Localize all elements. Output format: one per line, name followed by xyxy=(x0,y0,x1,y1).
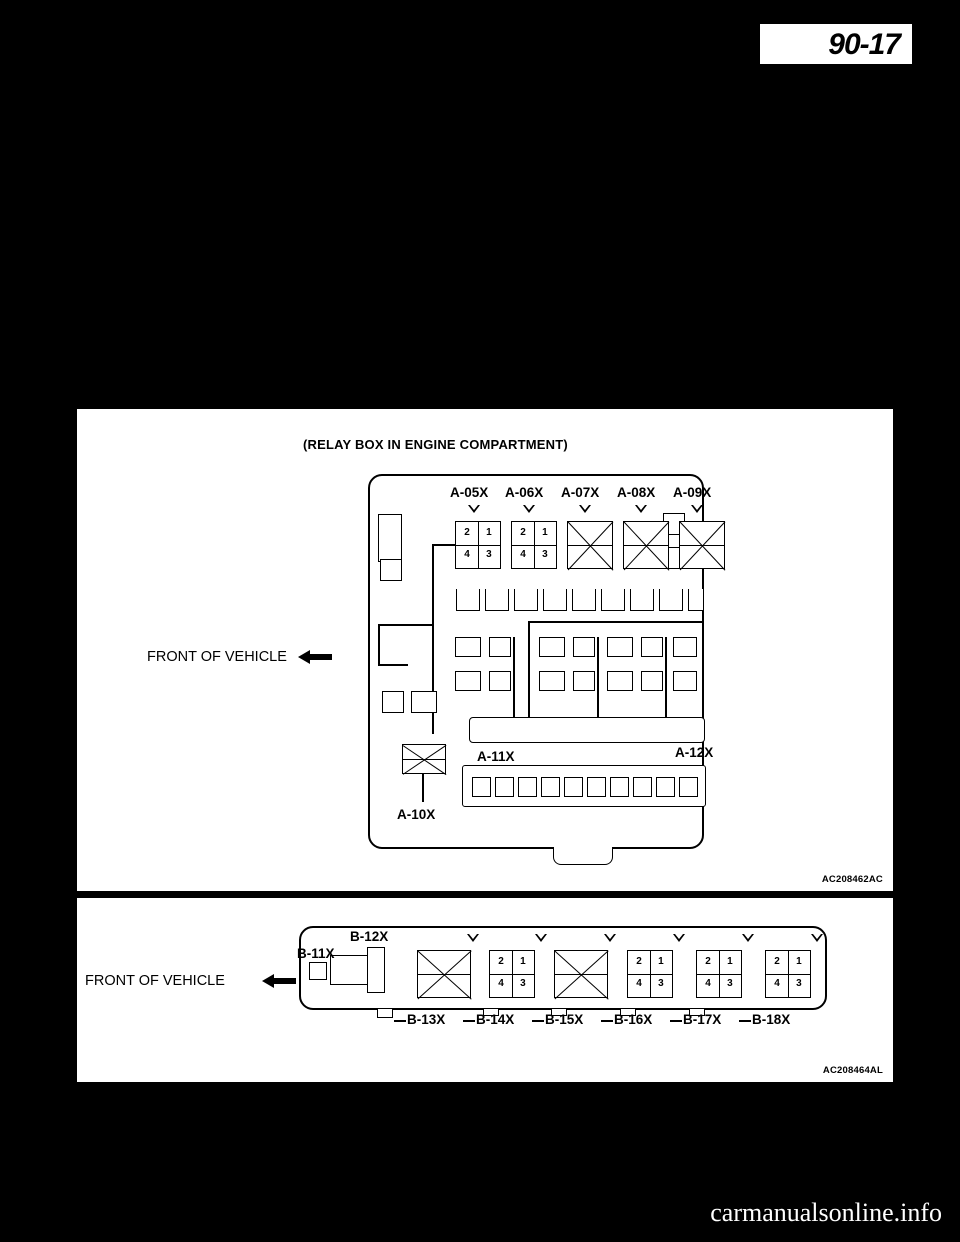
pin-1: 1 xyxy=(649,951,672,975)
left-bracket-slot xyxy=(378,514,402,562)
relay-contact xyxy=(607,637,633,657)
marker-triangle-b16x xyxy=(673,934,685,942)
connector-a11x-body xyxy=(469,717,705,743)
a10x-leader-line xyxy=(422,774,424,802)
pin-1: 1 xyxy=(787,951,810,975)
pin-4: 4 xyxy=(628,973,651,997)
a12x-pin xyxy=(679,777,698,797)
connector-a06x xyxy=(511,521,557,569)
marker-triangle-a08x xyxy=(635,505,647,513)
marker-triangle-b18x xyxy=(811,934,823,942)
connector-label-b13x: B-13X xyxy=(407,1012,446,1027)
relay-contact xyxy=(607,671,633,691)
pin-1: 1 xyxy=(477,522,500,546)
leader-dash xyxy=(670,1020,682,1022)
relay-contact xyxy=(673,671,697,691)
page-number: 90-17 xyxy=(828,28,900,61)
fuse-slot xyxy=(630,589,654,611)
connector-b15x xyxy=(554,950,608,998)
left-lower-slot-2 xyxy=(411,691,437,713)
connector-a07x xyxy=(567,521,613,569)
relay-box-bottom-tab xyxy=(553,847,613,865)
connector-b17x xyxy=(696,950,742,998)
connector-label-a05x: A-05X xyxy=(450,485,489,500)
leader-dash xyxy=(532,1020,544,1022)
marker-triangle-a07x xyxy=(579,505,591,513)
relay-contact xyxy=(489,637,511,657)
connector-b11x-body xyxy=(309,962,327,980)
a12x-pin xyxy=(472,777,491,797)
pin-2: 2 xyxy=(766,951,789,975)
connector-label-a12x: A-12X xyxy=(675,745,714,760)
connector-b12x-tab xyxy=(367,947,385,993)
relay-block-top-edge xyxy=(528,621,704,623)
pin-3: 3 xyxy=(486,549,492,561)
pin-2: 2 xyxy=(628,951,651,975)
a12x-pin xyxy=(656,777,675,797)
left-bracket-small-slot xyxy=(380,559,402,581)
pin-3: 3 xyxy=(542,549,548,561)
pin-2: 2 xyxy=(490,951,513,975)
internal-divider xyxy=(378,624,380,666)
fuse-slot xyxy=(456,589,480,611)
pin-2: 2 xyxy=(456,522,479,546)
relay-contact xyxy=(455,671,481,691)
relay-contact xyxy=(573,637,595,657)
relay-contact xyxy=(641,671,663,691)
relay-contact xyxy=(455,637,481,657)
connector-label-b16x: B-16X xyxy=(614,1012,653,1027)
relay-contact xyxy=(489,671,511,691)
connector-a10x xyxy=(402,744,446,774)
a12x-pin xyxy=(610,777,629,797)
connector-a05x xyxy=(455,521,501,569)
figure-id-code: AC208462AC xyxy=(821,874,883,885)
marker-triangle-b17x xyxy=(742,934,754,942)
site-watermark: carmanualsonline.info xyxy=(710,1198,942,1227)
pin-4: 4 xyxy=(456,544,479,568)
front-of-vehicle-label: FRONT OF VEHICLE xyxy=(85,973,225,989)
relay-contact xyxy=(573,671,595,691)
left-lower-slot-1 xyxy=(382,691,404,713)
relay-contact xyxy=(539,637,565,657)
connector-label-a08x: A-08X xyxy=(617,485,656,500)
connector-label-a09x: A-09X xyxy=(673,485,712,500)
pin-3: 3 xyxy=(658,978,664,990)
connector-label-b18x: B-18X xyxy=(752,1012,791,1027)
connector-label-a10x: A-10X xyxy=(397,807,436,822)
fuse-slot xyxy=(659,589,683,611)
connector-b14x xyxy=(489,950,535,998)
marker-triangle-a09x xyxy=(691,505,703,513)
figure-caption: (RELAY BOX IN ENGINE COMPARTMENT) xyxy=(303,437,568,452)
internal-divider xyxy=(378,624,434,626)
pin-1: 1 xyxy=(533,522,556,546)
relay-contact xyxy=(673,637,697,657)
figure-relay-box-engine-compartment xyxy=(76,408,894,892)
connector-a09x xyxy=(679,521,725,569)
pin-4: 4 xyxy=(697,973,720,997)
fuse-slot xyxy=(485,589,509,611)
connector-a08x xyxy=(623,521,669,569)
pin-3: 3 xyxy=(520,978,526,990)
marker-triangle-b14x xyxy=(535,934,547,942)
connector-label-a07x: A-07X xyxy=(561,485,600,500)
relay-link xyxy=(513,637,515,727)
figure-id-code: AC208464AL xyxy=(822,1065,883,1076)
connector-b12x-body xyxy=(330,955,370,985)
a12x-pin xyxy=(564,777,583,797)
connector-label-a06x: A-06X xyxy=(505,485,544,500)
relay-link xyxy=(597,637,599,727)
pin-4: 4 xyxy=(490,973,513,997)
connector-b16x xyxy=(627,950,673,998)
internal-divider xyxy=(378,664,408,666)
fuse-slot xyxy=(572,589,596,611)
pin-4: 4 xyxy=(766,973,789,997)
connector-label-b14x: B-14X xyxy=(476,1012,515,1027)
a12x-pin xyxy=(633,777,652,797)
relay-link xyxy=(665,637,667,727)
fuse-slot xyxy=(514,589,538,611)
front-of-vehicle-arrow-icon xyxy=(298,650,332,664)
leader-dash xyxy=(394,1020,406,1022)
front-of-vehicle-arrow-icon xyxy=(262,974,296,988)
connector-label-b12x: B-12X xyxy=(350,929,389,944)
pin-2: 2 xyxy=(697,951,720,975)
front-of-vehicle-label: FRONT OF VEHICLE xyxy=(147,649,287,665)
a12x-pin xyxy=(587,777,606,797)
pin-3: 3 xyxy=(727,978,733,990)
relay-contact xyxy=(641,637,663,657)
relay-contact xyxy=(539,671,565,691)
bottom-tab xyxy=(377,1008,393,1018)
connector-b13x xyxy=(417,950,471,998)
fuse-slot xyxy=(688,589,704,611)
a12x-pin xyxy=(541,777,560,797)
figure-relay-box-secondary xyxy=(76,897,894,1083)
pin-4: 4 xyxy=(512,544,535,568)
pin-1: 1 xyxy=(511,951,534,975)
pin-2: 2 xyxy=(512,522,535,546)
connector-label-a11x: A-11X xyxy=(477,749,515,764)
pin-3: 3 xyxy=(796,978,802,990)
connector-label-b11x: B-11X xyxy=(297,946,335,961)
connector-label-b17x: B-17X xyxy=(683,1012,722,1027)
leader-dash xyxy=(463,1020,475,1022)
connector-label-b15x: B-15X xyxy=(545,1012,584,1027)
a12x-pin xyxy=(495,777,514,797)
marker-triangle-a06x xyxy=(523,505,535,513)
internal-divider xyxy=(432,544,456,546)
fuse-slot xyxy=(543,589,567,611)
a12x-pin xyxy=(518,777,537,797)
connector-b18x xyxy=(765,950,811,998)
fuse-slot xyxy=(601,589,625,611)
marker-triangle-a05x xyxy=(468,505,480,513)
pin-1: 1 xyxy=(718,951,741,975)
leader-dash xyxy=(739,1020,751,1022)
leader-dash xyxy=(601,1020,613,1022)
marker-triangle-b13x xyxy=(467,934,479,942)
marker-triangle-b15x xyxy=(604,934,616,942)
